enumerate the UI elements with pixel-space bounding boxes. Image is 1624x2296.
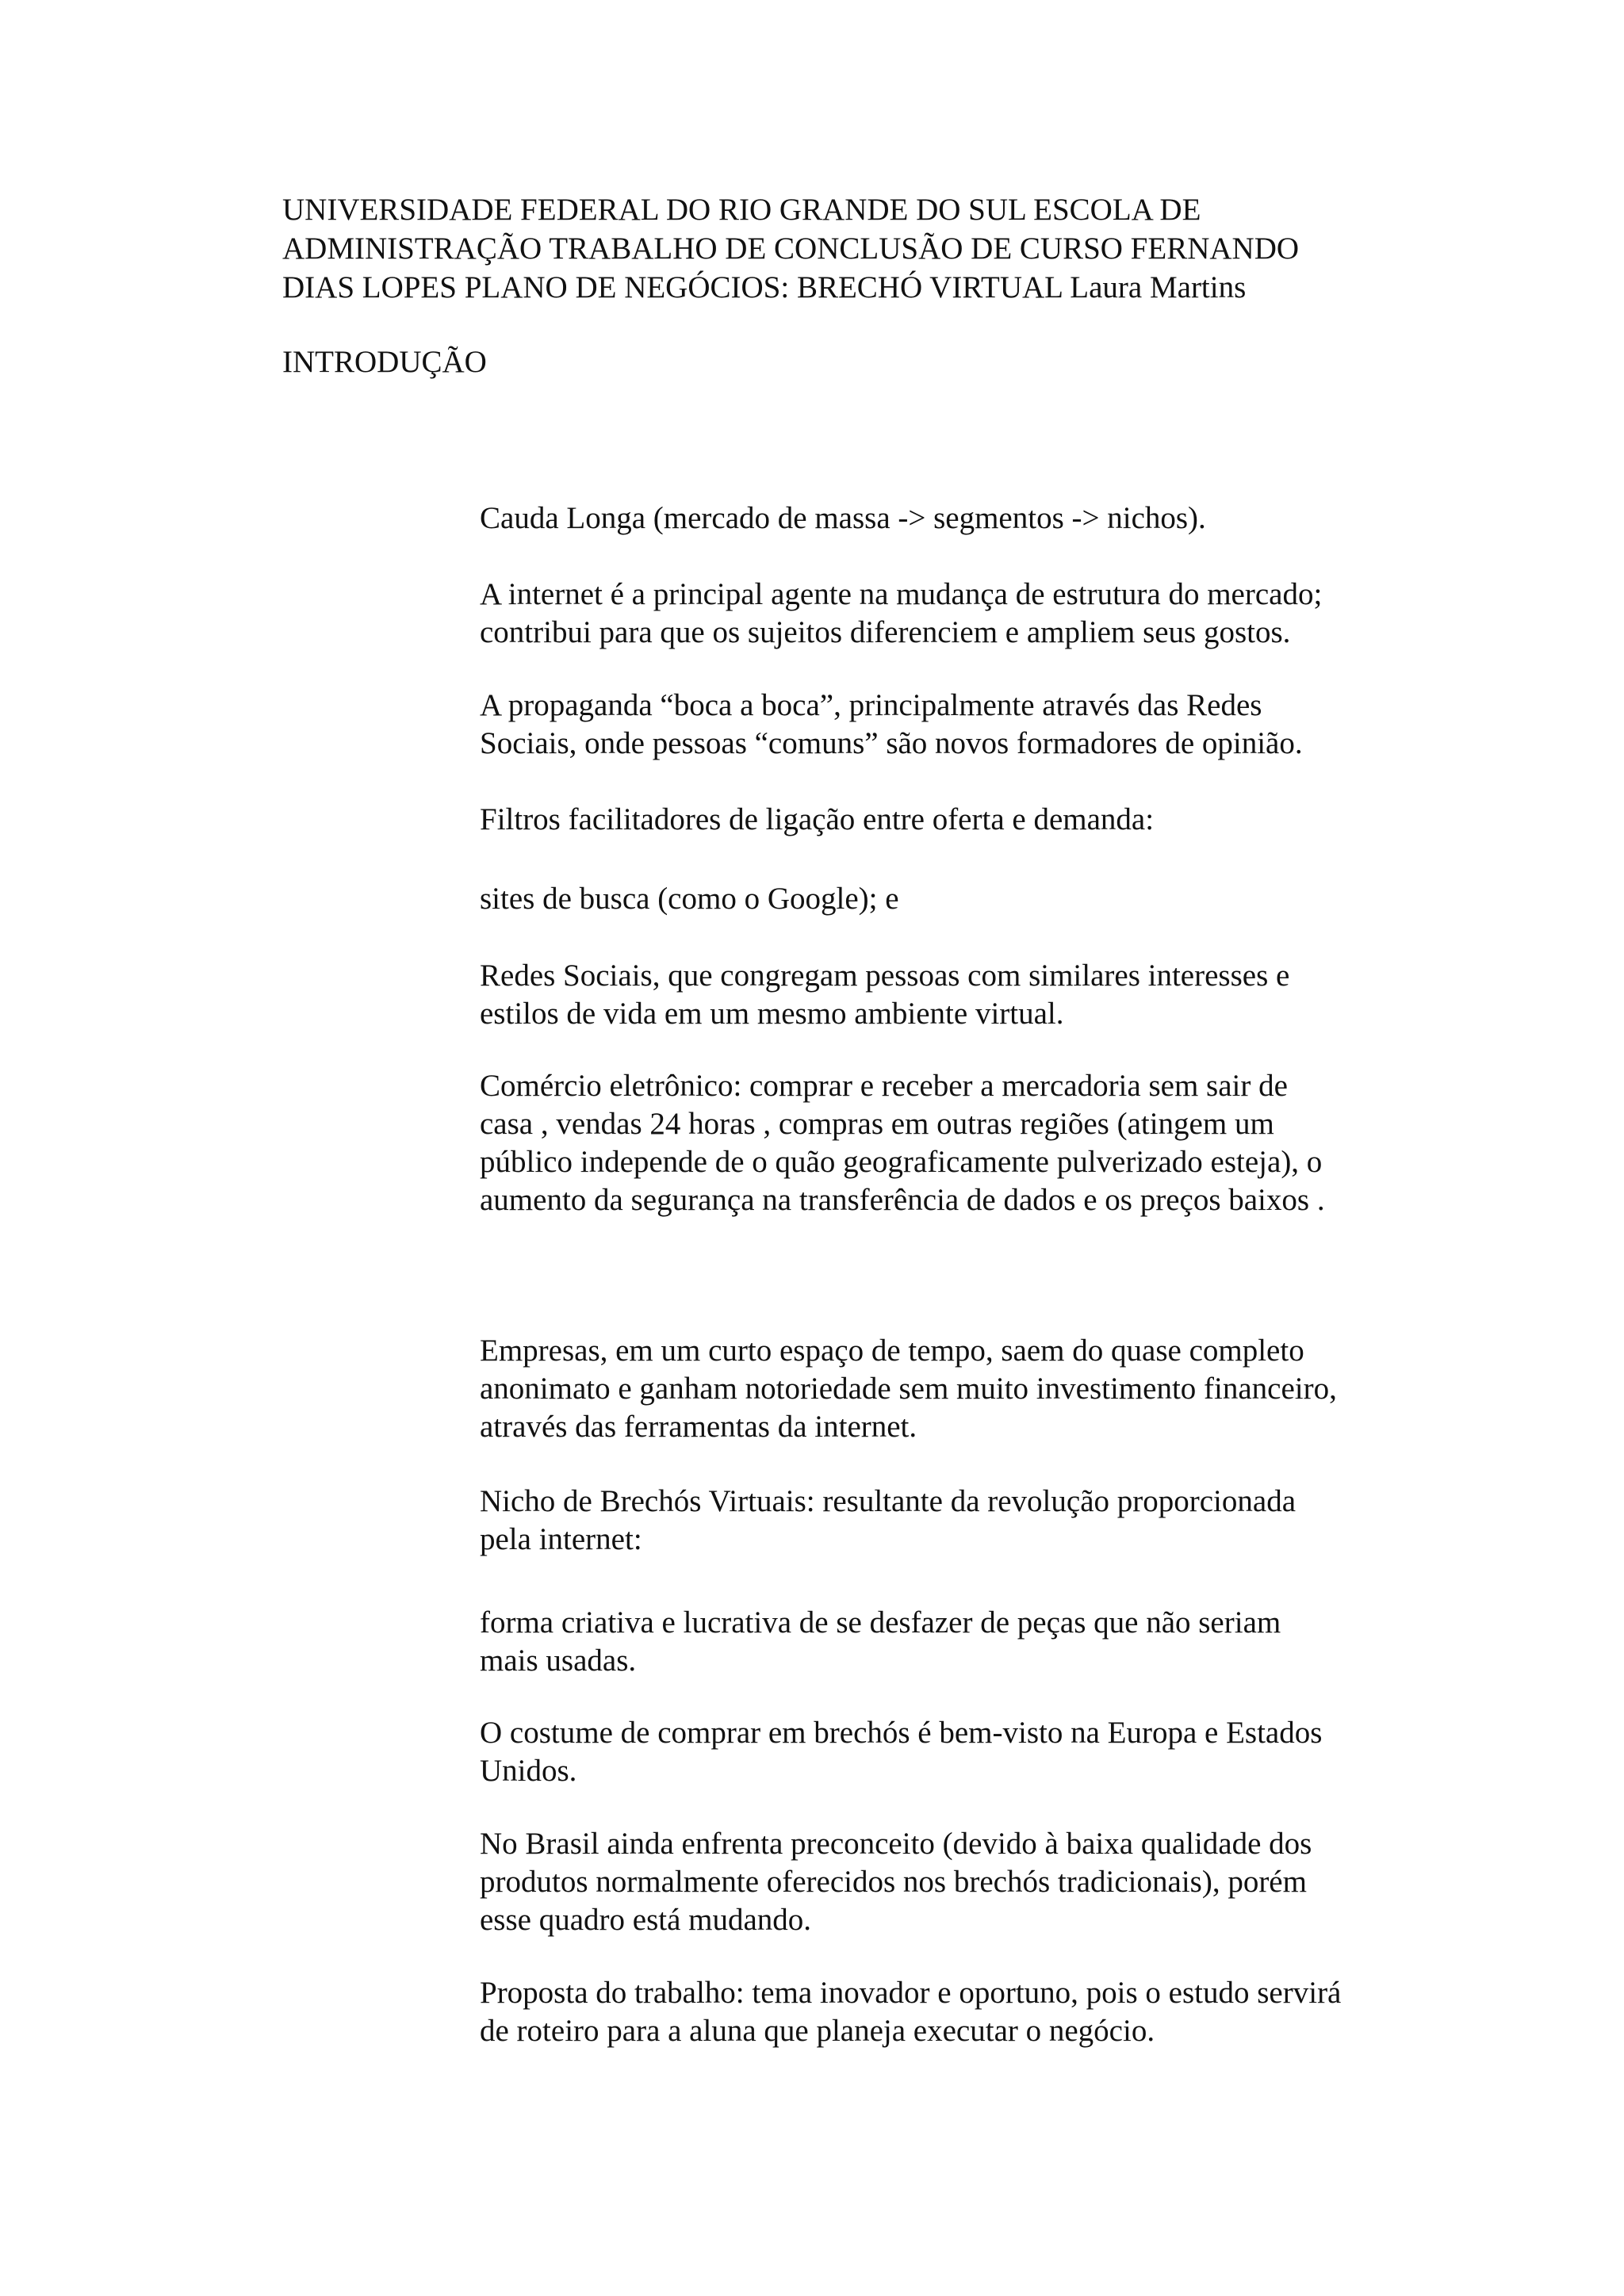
- section-title: INTRODUÇÃO: [282, 345, 487, 379]
- paragraph-line: contribui para que os sujeitos diferenciem e ampliem seus gostos.: [480, 615, 1291, 649]
- paragraph-line: Filtros facilitadores de ligação entre oferta e demanda:: [480, 802, 1155, 836]
- header-line: DIAS LOPES PLANO DE NEGÓCIOS: BRECHÓ VIRTUAL Laura Martins: [282, 270, 1247, 304]
- paragraph: [480, 1067, 1408, 1219]
- paragraph-line: forma criativa e lucrativa de se desfazer de peças que não seriam: [480, 1605, 1281, 1640]
- paragraph: [480, 1604, 1408, 1680]
- paragraph-line: anonimato e ganham notoriedade sem muito investimento financeiro,: [480, 1372, 1337, 1406]
- paragraph-line: aumento da segurança na transferência de dados e os preços baixos .: [480, 1183, 1325, 1217]
- paragraph-line: pela internet:: [480, 1522, 642, 1556]
- paragraph-line: Unidos.: [480, 1754, 577, 1788]
- paragraph-line: mais usadas.: [480, 1644, 637, 1678]
- header-line: UNIVERSIDADE FEDERAL DO RIO GRANDE DO SUL ESCOLA DE: [282, 193, 1201, 227]
- paragraph-line: Comércio eletrônico: comprar e receber a mercadoria sem sair de: [480, 1069, 1288, 1103]
- paragraph-line: sites de busca (como o Google); e: [480, 882, 899, 916]
- paragraph-line: produtos normalmente oferecidos nos brechós tradicionais), porém: [480, 1865, 1307, 1899]
- paragraph-line: Nicho de Brechós Virtuais: resultante da revolução proporcionada: [480, 1484, 1297, 1518]
- paragraph: [480, 499, 1408, 538]
- paragraph-line: O costume de comprar em brechós é bem-visto na Europa e Estados: [480, 1716, 1323, 1750]
- paragraph-line: Redes Sociais, que congregam pessoas com similares interesses e: [480, 959, 1290, 993]
- paragraph: [480, 1714, 1408, 1790]
- paragraph: [480, 801, 1408, 839]
- paragraph: [480, 1332, 1408, 1446]
- paragraph-line: Proposta do trabalho: tema inovador e oportuno, pois o estudo servirá: [480, 1976, 1342, 2010]
- paragraph: [480, 880, 1408, 918]
- header-line: ADMINISTRAÇÃO TRABALHO DE CONCLUSÃO DE CURSO FERNANDO: [282, 232, 1300, 266]
- paragraph: [480, 1825, 1408, 1939]
- paragraph-line: No Brasil ainda enfrenta preconceito (devido à baixa qualidade dos: [480, 1827, 1312, 1861]
- paragraph-line: esse quadro está mudando.: [480, 1903, 812, 1937]
- paragraph-line: de roteiro para a aluna que planeja executar o negócio.: [480, 2014, 1155, 2048]
- paragraph: [480, 576, 1408, 652]
- paragraph-line: casa , vendas 24 horas , compras em outras regiões (atingem um: [480, 1107, 1274, 1141]
- paragraph-line: Cauda Longa (mercado de massa -> segmentos -> nichos).: [480, 501, 1206, 535]
- document-header: [282, 190, 1408, 307]
- paragraph-line: público independe de o quão geograficamente pulverizado esteja), o: [480, 1145, 1323, 1179]
- paragraph-line: A internet é a principal agente na mudança de estrutura do mercado;: [480, 577, 1323, 611]
- paragraph: [480, 1483, 1408, 1559]
- paragraph-line: A propaganda “boca a boca”, principalmente através das Redes: [480, 688, 1262, 722]
- paragraph: [480, 687, 1408, 763]
- paragraph-line: através das ferramentas da internet.: [480, 1410, 917, 1444]
- paragraph: [480, 1974, 1408, 2050]
- paragraph-line: Sociais, onde pessoas “comuns” são novos formadores de opinião.: [480, 726, 1303, 760]
- paragraph: [480, 957, 1408, 1033]
- paragraph-line: Empresas, em um curto espaço de tempo, saem do quase completo: [480, 1334, 1304, 1368]
- paragraph-line: estilos de vida em um mesmo ambiente virtual.: [480, 997, 1064, 1031]
